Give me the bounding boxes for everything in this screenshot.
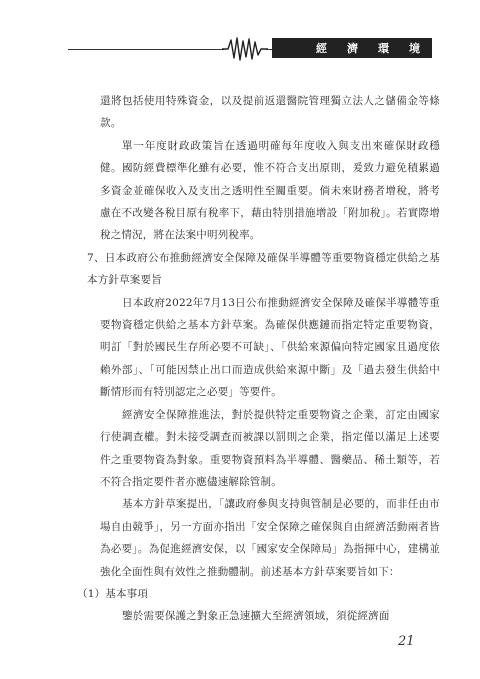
body-text — [77, 90, 440, 628]
section-label: 經濟環境 — [316, 42, 440, 55]
heartbeat-wave-icon — [222, 36, 268, 62]
paragraph-basic-matters: 鑒於需要保護之對象正急速擴大至經濟領域，須從經濟面 — [122, 610, 390, 623]
paragraph-fiscal-policy: 單一年度財政政策旨在透過明確每年度收入與支出來確保財政穩健。國防經費標準化雖有必要，惟不符合支出原則，爰致力避免積累過多資金並確保收入及支出之透明性至關重要。倘未來財務者增稅，將考慮在不改變各稅目原有稅率下，藉由特別措施增設「附加稅」。若實際增稅之情況，將在法案中明列稅率。 — [100, 139, 440, 242]
page-number: 21 — [398, 634, 415, 649]
section-heading-7: 7、日本政府公布推動經濟安全保障及確保半導體等重要物資穩定供給之基本方針草案要旨 — [87, 251, 440, 287]
paragraph-basic-policy: 基本方針草案提出，「讓政府參與支持與管制是必要的，而非任由市場自由競爭」，另一方面亦指出「安全保障之確保與自由經濟活動兩者皆為必要」。為促進經濟安保，以「國家安全保障局」為指揮中心，建構並強化全面性與有效性之推動體制。前述基本方針草案要旨如下： — [100, 498, 440, 578]
header-rule-left — [68, 49, 224, 50]
paragraph-promotion-law: 經濟安全保障推進法，對於提供特定重要物資之企業，訂定由國家行使調查權。對未接受調查而被課以罰則之企業，指定僅以滿足上述要件之重要物資為對象。重要物資預料為半導體、醫藥品、稀土類等，若不符合指定要件者亦應儘速解除管制。 — [100, 408, 440, 488]
section-label-box — [272, 38, 440, 58]
subheading-basic-matters: （1）基本事項 — [77, 587, 149, 600]
paragraph-policy-announcement: 日本政府2022年7月13日公布推動經濟安全保障及確保半導體等重要物資穩定供給之基本方針草案。為確保供應鏈而指定特定重要物資，明訂「對於國民生存所必要不可缺」、「供給來源偏向特定國家且過度依賴外部」、「可能因禁止出口而造成供給來源中斷」及「過去發生供給中斷情形而有特別認定之必要」等要件。 — [100, 296, 440, 399]
paragraph-continuation: 還將包括使用特殊資金，以及提前返還醫院管理獨立法人之儲備金等條款。 — [100, 95, 440, 130]
